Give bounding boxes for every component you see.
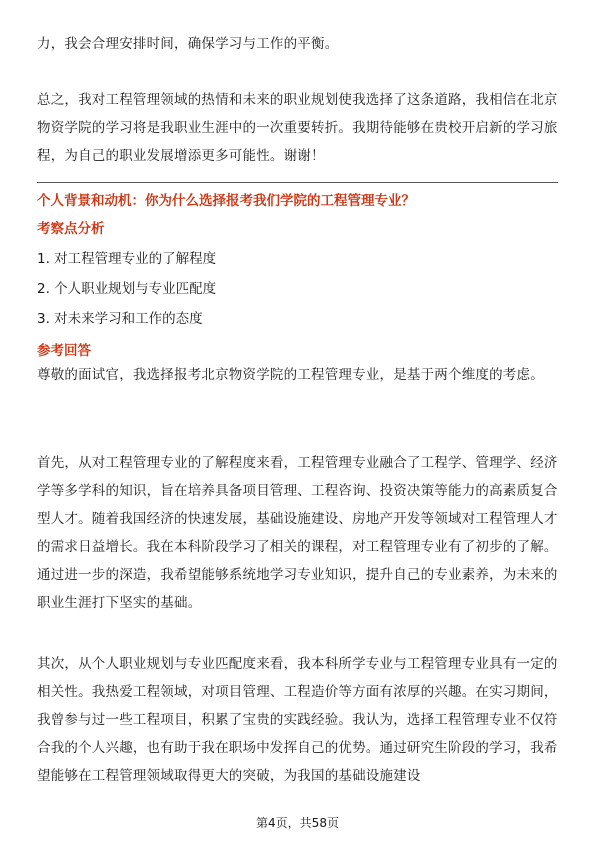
list-item: 3. 对未来学习和工作的态度	[37, 311, 203, 327]
section-divider	[37, 182, 558, 183]
answer-paragraph-first: 首先，从对工程管理专业的了解程度来看，工程管理专业融合了工程学、管理学、经济学等多学科的知识，旨在培养具备项目管理、工程咨询、投资决策等能力的高素质复合型人才。随着我国经济的快速发展，基础设施建设、房地产开发等领域对工程管理人才的需求日益增长。我在本科阶段学习了相关的课程，对工程管理专业有了初步的了解。通过进一步的深造，我希望能够系统地学习专业知识，提升自己的专业素养，为未来的职业生涯打下坚实的基础。	[37, 455, 558, 611]
list-item: 2. 个人职业规划与专业匹配度	[37, 281, 217, 297]
answer-paragraph-intro: 尊敬的面试官，我选择报考北京物资学院的工程管理专业，是基于两个维度的考虑。	[37, 367, 544, 383]
paragraph-continuation: 力，我会合理安排时间，确保学习与工作的平衡。	[37, 36, 339, 52]
question-heading: 个人背景和动机：你为什么选择报考我们学院的工程管理专业？	[37, 193, 415, 209]
answer-paragraph-second: 其次，从个人职业规划与专业匹配度来看，我本科所学专业与工程管理专业具有一定的相关性。我热爱工程领域，对项目管理、工程造价等方面有浓厚的兴趣。在实习期间，我曾参与过一些工程项目，积累了宝贵的实践经验。我认为，选择工程管理专业不仅符合我的个人兴趣，也有助于我在职场中发挥自己的优势。通过研究生阶段的学习，我希望能够在工程管理领域取得更大的突破，为我国的基础设施建设	[37, 656, 558, 784]
analysis-heading: 考察点分析	[37, 221, 105, 237]
answer-heading: 参考回答	[37, 343, 91, 359]
analysis-list	[37, 244, 216, 334]
page-number: 第4页，共58页	[256, 816, 339, 830]
list-item: 1. 对工程管理专业的了解程度	[37, 251, 217, 267]
paragraph-conclusion: 总之，我对工程管理领域的热情和未来的职业规划使我选择了这条道路，我相信在北京物资学院的学习将是我职业生涯中的一次重要转折。我期待能够在贵校开启新的学习旅程，为自己的职业发展增添更多可能性。谢谢！	[37, 92, 558, 164]
